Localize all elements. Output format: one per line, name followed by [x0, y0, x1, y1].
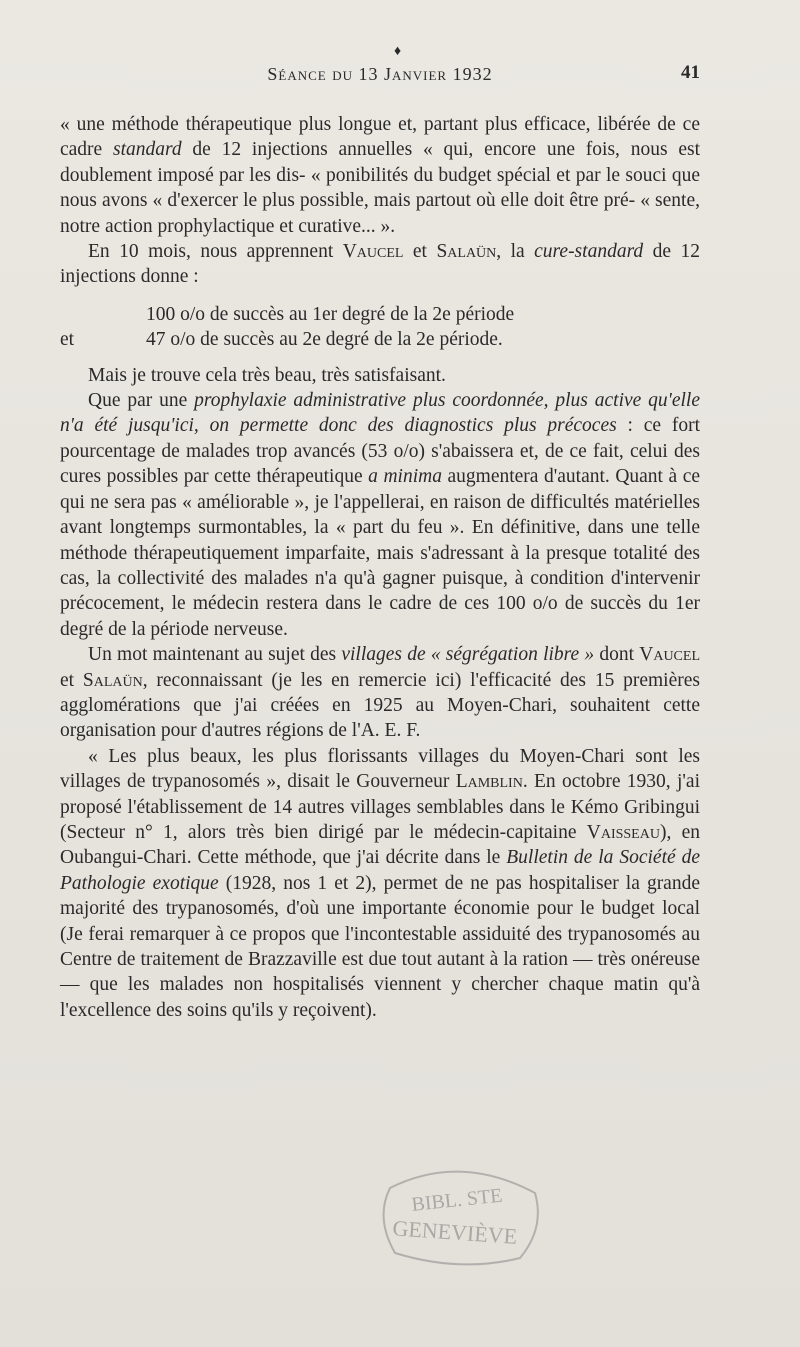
paragraph-4: Que par une prophylaxie administrative plus coordonnée, plus active qu'elle n'a été jusqu'ici, on permette donc des diagnostics plus précoces : ce fort pourcentage de malades trop avancés (53 o/o) s'abaissera et, de ce fait, celui des cures possibles par cette thérapeutique a minima augmentera d'autant. Quant à ce qui ne sera pas « améliorable », je l'appellerai, en raison de difficultés matérielles avant longtemps surmontables, la « part du feu ». En définitive, dans une telle méthode thérapeutiquement imparfaite, mais s'adressant à la presque totalité des cas, la collectivité des malades n'a qu'à gagner puisque, à condition d'intervenir précocement, le médecin restera dans le cadre de ces 100 o/o de succès du 1er degré de la période nerveuse.: [60, 390, 701, 640]
author-name: Vaisseau: [586, 821, 660, 843]
body-text: [60, 112, 700, 1023]
author-name: Lamblin: [455, 771, 523, 793]
author-name: Salaün: [82, 669, 143, 691]
ink-mark: ♦: [394, 44, 402, 59]
stats-line: 100 o/o de succès au 1er degré de la 2e période: [146, 303, 515, 325]
author-name: Vaucel: [639, 644, 700, 666]
stats-line: et 47 o/o de succès au 2e degré de la 2e période.: [60, 329, 503, 351]
paragraph-1: « une méthode thérapeutique plus longue et, partant plus efficace, libérée de ce cadre standard de 12 injections annuelles « qui, encore une fois, nous est doublement imposé par les dis- « ponibilités du budget spécial et par le souci que nous avons « d'exercer le plus possible, mais partout où elle doit être pré- « sente, notre action prophylactique et curative... ».: [60, 114, 700, 237]
paragraph-5: Un mot maintenant au sujet des villages de « ségrégation libre » dont Vaucel et Salaün, reconnaissant (je les en remercie ici) l'efficacité des 15 premières agglomérations que j'ai créées en 1925 au Moyen-Chari, souhaitent cette organisation pour d'autres régions de l'A. E. F.: [60, 644, 700, 742]
paragraph-6: « Les plus beaux, les plus florissants villages du Moyen-Chari sont les villages de trypanosomés », disait le Gouverneur Lamblin. En octobre 1930, j'ai proposé l'établissement de 14 autres villages semblables dans le Kémo Gribingui (Secteur n° 1, alors très bien dirigé par le médecin-capitaine Vaisseau), en Oubangui-Chari. Cette méthode, que j'ai décrite dans le Bulletin de la Société de Pathologie exotique (1928, nos 1 et 2), permet de ne pas hospitaliser la grande majorité des trypanosomés, d'où une importante économie pour le budget local (Je ferai remarquer à ce propos que l'incontestable assiduité des trypanosomés au Centre de traitement de Brazzaville est due tout autant à la ration — très onéreuse — que les malades non hospitalisés viennent y chercher chaque matin qu'à l'excellence des soins qu'ils y reçoivent).: [60, 745, 700, 1021]
library-stamp: [370, 1158, 550, 1268]
paragraph-2: En 10 mois, nous apprennent Vaucel et Salaün, la cure-standard de 12 injections donne :: [60, 241, 700, 288]
page-number: 41: [681, 62, 700, 83]
author-name: Vaucel: [342, 241, 404, 263]
paragraph-3: Mais je trouve cela très beau, très satisfaisant.: [88, 364, 446, 386]
stamp-text: GENEVIÈVE: [391, 1215, 518, 1249]
results-stats: [60, 302, 700, 353]
running-head: Séance du 13 Janvier 1932: [267, 64, 493, 84]
author-name: Salaün: [436, 241, 497, 263]
stamp-text: BIBL. STE: [410, 1184, 504, 1216]
